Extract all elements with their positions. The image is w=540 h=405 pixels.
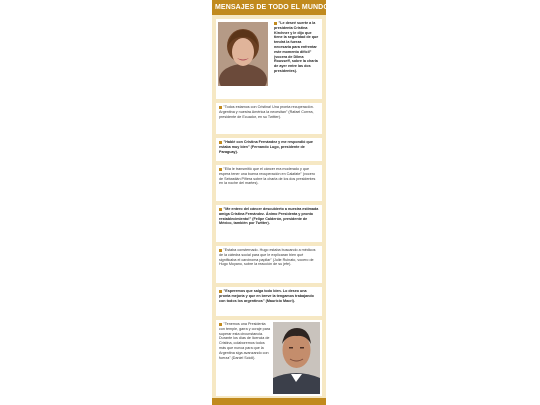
- quote-box: [216, 138, 322, 161]
- quote-box: [216, 246, 322, 283]
- quote-text: "Me entero del cáncer descubierto a nuestra estimada amiga Cristina Fernández. Ánimo Presidenta y pronto restablecimiento!" (Felipe Calderón, presidente de México, también por Twitter).: [219, 207, 319, 226]
- bullet-icon: [219, 168, 222, 171]
- quote-text: "Tenemos una Presidenta con temple, garra y coraje para superar esta circunstancia. Durante los días de licencia de Cristina, colaboremos todos más que nunca para que la Argentina siga avanzando con fuerza" (Daniel Scioli).: [219, 322, 271, 360]
- section-header: MENSAJES DE TODO EL MUNDO: [212, 0, 326, 15]
- quote-text: "Todos estamos con Cristina! Una pronta recuperación. Argentina y nuestra América la necesitan" (Rafael Correa, presidente de Ecuador, en su Twitter).: [219, 105, 314, 119]
- bullet-icon: [274, 22, 277, 25]
- bullet-icon: [219, 106, 222, 109]
- sidebar-column: [212, 0, 329, 405]
- quote-text: "Le deseé suerte a la presidenta Cristina Kirchner y le dijo que tiene la seguridad de que tendrá la fuerza necesaria para enfrentar este momento difícil" (vocera de Dilma Rousseff, sobre la charla de ayer entre las dos presidentes).: [274, 21, 319, 73]
- quote-box: [216, 205, 322, 242]
- quote-box: [216, 287, 322, 316]
- bottom-bar: [212, 398, 326, 405]
- portrait-photo: [218, 22, 268, 86]
- bullet-icon: [219, 208, 222, 211]
- quote-box: [216, 165, 322, 201]
- quote-text: "Hablé con Cristina Fernández y me respondió que estaba muy bien" (Fernando Lugo, presidente de Paraguay).: [219, 140, 313, 154]
- portrait-photo: [273, 322, 320, 394]
- bullet-icon: [219, 141, 222, 144]
- bullet-icon: [219, 323, 222, 326]
- quote-text: "Estaba consternado. Hugo estaba buscando a médicos de la cátedra social para que le explicaran bien qué significaba el carcinoma papilar" (Julie Ruinato, vocero de Hugo Moyano, sobre la reacción de su jefe).: [219, 248, 316, 267]
- quote-box: [216, 103, 322, 134]
- bullet-icon: [219, 290, 222, 293]
- quote-text: "Ella le transmitió que el cáncer era moderado y que espera tener una buena recuperación en Calafate" (vocero de Sebastián Piñera sobre la charla de los dos presidentes en la noche del martes).: [219, 167, 316, 186]
- quote-text: "Esperemos que salga todo bien. Lo deseo una pronta mejoría y que en breve la tengamos trabajando con todos los argentinos" (Mauricio Macri).: [219, 289, 314, 303]
- bullet-icon: [219, 249, 222, 252]
